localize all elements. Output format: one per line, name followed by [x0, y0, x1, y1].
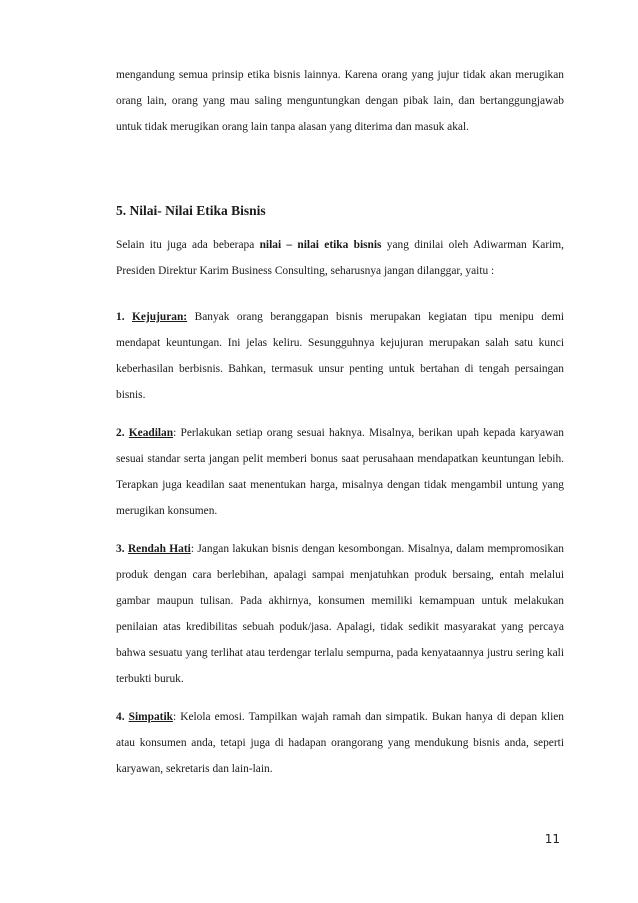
lead-bold-term: nilai – nilai etika bisnis [259, 239, 382, 251]
item-number: 4. [116, 711, 129, 723]
lead-text-start: Selain itu juga ada beberapa [116, 239, 260, 251]
spacer [116, 284, 564, 304]
intro-paragraph: mengandung semua prinsip etika bisnis lainnya. Karena orang yang jujur tidak akan merugikan orang lain, orang yang mau saling menguntungkan dengan pibak lain, dan bertanggungjawab untuk tidak merugikan orang lain tanpa alasan yang diterima dan masuk akal. [116, 69, 564, 133]
item-text: : Jangan lakukan bisnis dengan kesombongan. Misalnya, dalam mempromosikan produk dengan cara berlebihan, apalagi sampai menjatuhkan produk bersaing, entah melalui gambar maupun tulisan. Pada akhirnya, konsumen memiliki kemampuan untuk melakukan penilaian atas kredibilitas sebuah poduk/jasa. Apalagi, tidak sedikit masyarakat yang percaya bahwa sesuatu yang terlihat atau terdengar terlalu sempurna, pada kenyataannya justru sering kali terbukti buruk. [116, 543, 565, 685]
item-term: Kejujuran: [132, 311, 188, 323]
value-item-humility [116, 536, 564, 692]
item-number: 3. [116, 543, 128, 555]
item-text: : Kelola emosi. Tampilkan wajah ramah dan simpatik. Bukan hanya di depan klien atau konsumen anda, tetapi juga di hadapan orangorang yang mendukung bisnis anda, seperti karyawan, sekretaris dan lain-lain. [116, 711, 564, 775]
spacer [116, 692, 564, 704]
item-text: : Perlakukan setiap orang sesuai haknya. Misalnya, berikan upah kepada karyawan sesuai standar serta jangan pelit memberi bonus saat perusahaan mendapatkan keuntungan lebih. Terapkan juga keadilan saat menentukan harga, misalnya dengan tidak mengambil untung yang merugikan konsumen. [116, 427, 564, 517]
spacer [116, 408, 564, 420]
item-number: 1. [116, 311, 133, 323]
value-item-honesty [116, 304, 564, 408]
value-item-sympathy [116, 704, 564, 782]
spacer [116, 524, 564, 536]
lead-text-end: yang dinilai oleh Adiwarman Karim, Presiden Direktur Karim Business Consulting, seharusnya jangan dilanggar, yaitu : [116, 239, 564, 277]
item-text: Banyak orang beranggapan bisnis merupakan kegiatan tipu menipu demi mendapat keuntungan. Ini jelas keliru. Sesungguhnya kejujuran merupakan salah satu kunci keberhasilan berbisnis. Bahkan, termasuk unsur penting untuk bertahan di tengah persaingan bisnis. [116, 311, 564, 401]
item-number: 2. [116, 427, 129, 439]
value-item-fairness [116, 420, 564, 524]
section-lead-paragraph [116, 232, 564, 284]
item-term: Rendah Hati [127, 543, 191, 555]
section-heading: 5. Nilai- Nilai Etika Bisnis [116, 203, 266, 218]
item-term: Keadilan [128, 427, 174, 439]
document-page [116, 62, 564, 782]
page-number: 11 [544, 832, 560, 846]
item-term: Simpatik [128, 711, 173, 723]
